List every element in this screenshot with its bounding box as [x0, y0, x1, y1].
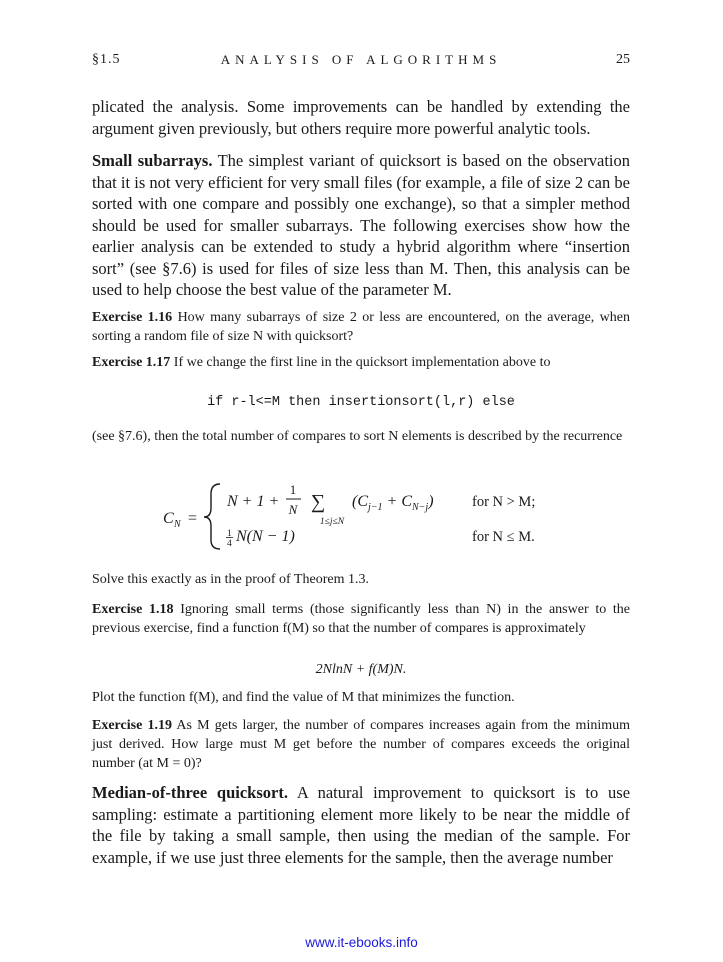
plot-line: Plot the function f(M), and find the value of M that minimizes the function. — [92, 690, 515, 705]
exercise-label: Exercise 1.18 — [92, 602, 174, 617]
exercise-1-18 — [92, 600, 630, 638]
svg-text:C: C — [163, 510, 174, 527]
exercise-text: As M gets larger, the number of compares increases again from the minimum just derived. How large must M get before the number of compares exceeds the original number (at M = 0)? — [92, 718, 631, 771]
svg-text:(Cj−1 + CN−j): $(C_{j-1} + C_{N-j})$ — [352, 493, 434, 513]
exercise-label: Exercise 1.19 — [92, 718, 172, 733]
svg-text:1≤j≤N: 1≤j≤N — [319, 517, 345, 527]
exercise-1-17-continued: (see §7.6), then the total number of compares to sort N elements is described by the recurrence — [92, 429, 623, 444]
exercise-1-16 — [92, 308, 630, 346]
section-number: §1.5 — [92, 52, 121, 67]
solve-line: Solve this exactly as in the proof of Theorem 1.3. — [92, 572, 369, 587]
left-brace — [204, 484, 220, 549]
running-title: ANALYSIS OF ALGORITHMS — [220, 52, 502, 67]
recurrence-equation — [92, 478, 630, 554]
svg-text:=: = — [188, 510, 198, 527]
svg-text:for N ≤ M.: for N ≤ M. — [472, 529, 535, 545]
page — [92, 40, 631, 867]
exercise-text: How many subarrays of size 2 or less are encountered, on the average, when sorting a random file of size N with quicksort? — [92, 310, 631, 344]
section-text: The simplest variant of quicksort is based on the observation that it is not very efficient for very small files (for example, a file of size 2 can be sorted with one compare and possibly one exchange), so that a simpler method should be used for smaller subarrays. The following exercises show how the earlier analysis can be extended to study a hybrid algorithm where “insertion sort” (see §7.6) is used for files of size less than M. Then, this analysis can be used to help choose the best value of the parameter M. — [92, 151, 631, 299]
svg-text:∑: ∑ — [310, 491, 326, 513]
svg-text:1: 1 — [227, 529, 232, 539]
section-heading: Small subarrays. — [92, 151, 213, 170]
svg-text:N(N − 1): N(N − 1) — [236, 528, 295, 545]
svg-text:N + 1 +: N + 1 + — [227, 493, 280, 510]
svg-text:for N > M;: for N > M; — [472, 494, 536, 510]
svg-text:4: 4 — [227, 539, 232, 549]
exercise-1-19 — [92, 716, 630, 773]
exercise-1-17 — [92, 353, 630, 372]
running-header — [92, 40, 630, 67]
svg-text:N: N — [288, 502, 298, 517]
median-section — [92, 782, 630, 868]
svg-text:1: 1 — [289, 482, 297, 497]
exercise-label: Exercise 1.16 — [92, 310, 173, 325]
page-number: 25 — [616, 52, 630, 67]
code-line: if r-l<=M then insertionsort(l,r) else — [207, 395, 515, 410]
svg-text:N: N — [174, 519, 181, 530]
section-text: A natural improvement to quicksort is to use sampling: estimate a partitioning element more likely to be near the middle of the file by taking a small sample, then using the median of the sample. For example, if we use just three elements for the sample, then the average number — [92, 783, 631, 867]
exercise-text: Ignoring small terms (those significantly less than N) in the answer to the previous exercise, find a function f(M) so that the number of compares is approximately — [92, 602, 631, 636]
exercise-text: If we change the first line in the quicksort implementation above to — [173, 355, 551, 370]
section-heading: Median-of-three quicksort. — [92, 783, 288, 802]
paragraph-continued: plicated the analysis. Some improvements can be handled by extending the argument given previously, but others require more powerful analytic tools. — [92, 97, 630, 138]
exercise-label: Exercise 1.17 — [92, 355, 171, 370]
small-subarrays-section — [92, 150, 630, 301]
approx-formula: 2NlnN + f(M)N. — [315, 662, 407, 677]
footer-link[interactable]: www.it-ebooks.info — [305, 935, 418, 950]
